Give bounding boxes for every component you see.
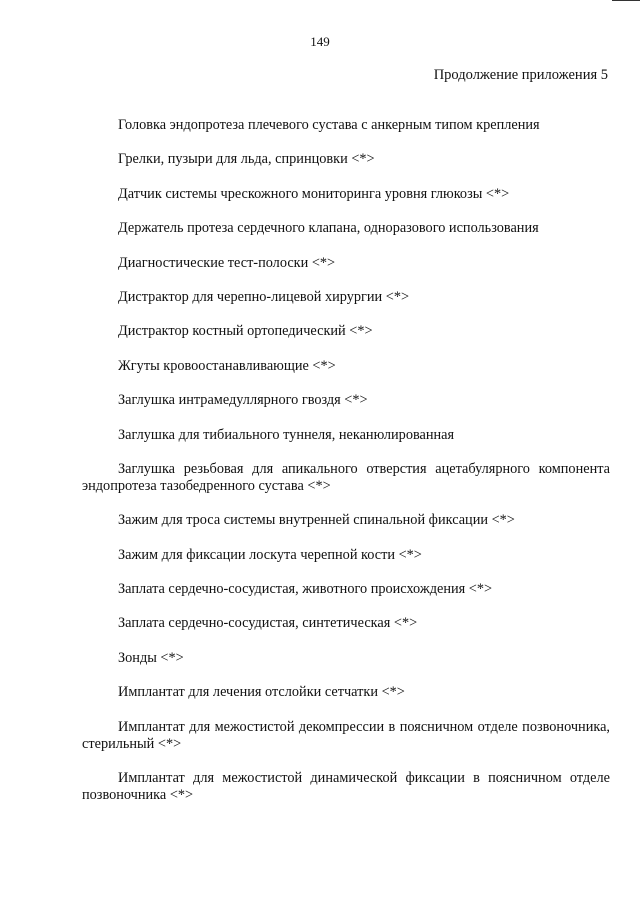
top-edge-rule: [612, 0, 640, 1]
list-item: Зонды <*>: [118, 649, 184, 666]
list-item: Грелки, пузыри для льда, спринцовки <*>: [118, 151, 375, 168]
list-item: Заглушка резьбовая для апикального отверстия ацетабулярного компонента эндопротеза тазобедренного сустава <*>: [82, 460, 610, 494]
list-item: Держатель протеза сердечного клапана, одноразового использования: [118, 220, 539, 237]
list-item: Головка эндопротеза плечевого сустава с анкерным типом крепления: [118, 117, 540, 133]
list-item: Диагностические тест-полоски <*>: [118, 254, 336, 271]
continuation-heading: Продолжение приложения 5: [433, 67, 608, 83]
list-item: Датчик системы чрескожного мониторинга уровня глюкозы <*>: [118, 185, 510, 202]
list-item: Имплантат для межостистой динамической фиксации в поясничном отделе позвоночника <*>: [82, 770, 610, 804]
list-item: Дистрактор костный ортопедический <*>: [118, 323, 373, 340]
list-item: Заглушка интрамедуллярного гвоздя <*>: [118, 392, 368, 409]
list-item: Заплата сердечно-сосудистая, синтетическая <*>: [118, 615, 418, 632]
list-item: Зажим для фиксации лоскута черепной кости <*>: [118, 546, 422, 563]
list-item: Дистрактор для черепно-лицевой хирургии <*>: [118, 288, 410, 305]
list-item: Заплата сердечно-сосудистая, животного происхождения <*>: [118, 581, 493, 598]
list-item: Заглушка для тибиального туннеля, неканюлированная: [118, 426, 455, 443]
list-item: Зажим для троса системы внутренней спинальной фиксации <*>: [118, 512, 515, 529]
item-list: [82, 117, 610, 821]
list-item: Имплантат для межостистой декомпрессии в поясничном отделе позвоночника, стерильный <*>: [82, 718, 610, 752]
list-item: Жгуты кровоостанавливающие <*>: [118, 357, 336, 374]
list-item: Имплантат для лечения отслойки сетчатки <*>: [118, 684, 405, 701]
page-number: 149: [310, 34, 330, 49]
